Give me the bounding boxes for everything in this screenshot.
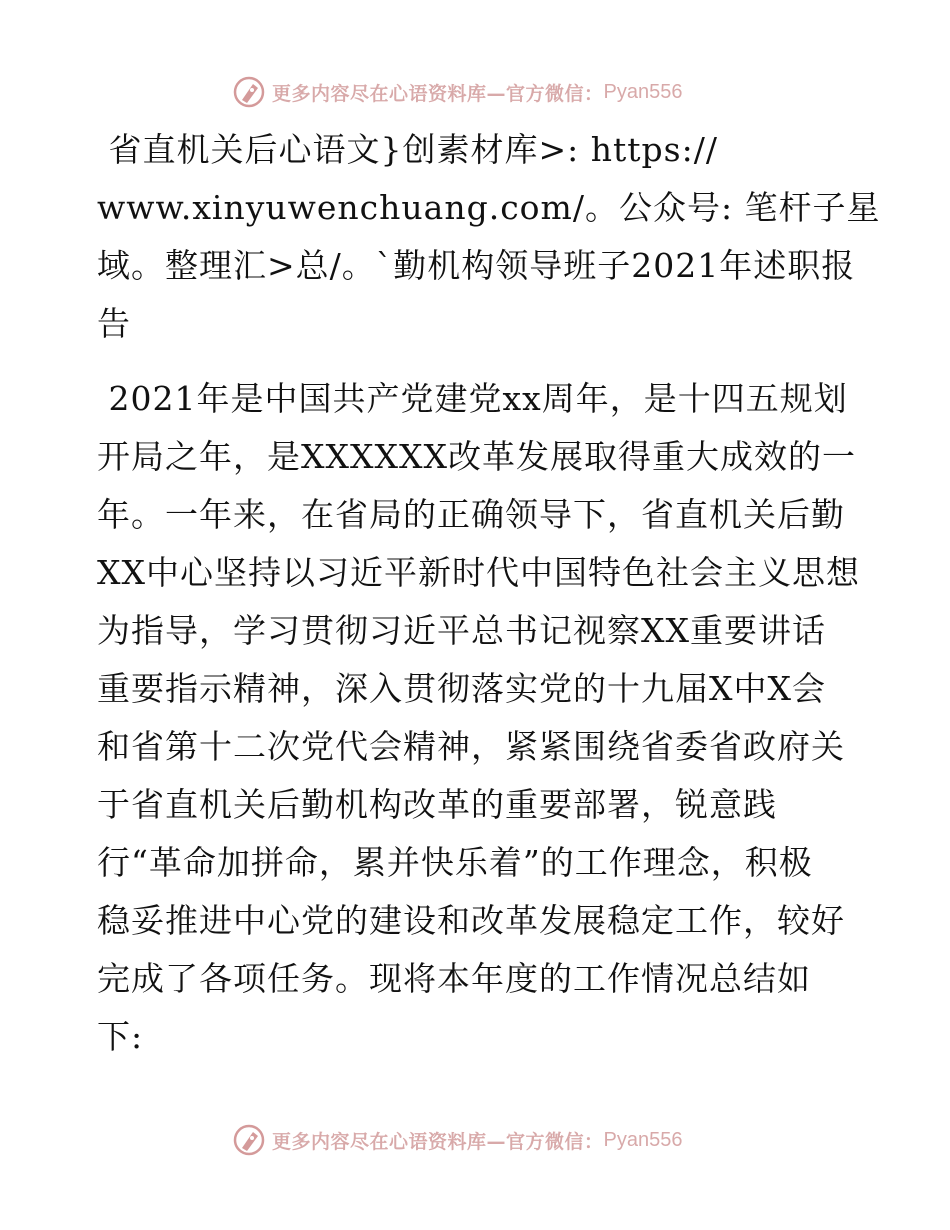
text-line: 告 — [97, 304, 131, 343]
text-line: 下: — [97, 1017, 144, 1056]
text-line: XX中心坚持以习近平新时代中国特色社会主义思想 — [97, 553, 860, 592]
text-line: www.xinyuwenchuang.com/。公众号: 笔杆子星 — [97, 188, 881, 227]
text-line: 2021年是中国共产党建党xx周年，是十四五规划 — [97, 379, 848, 418]
text-line: 稳妥推进中心党的建设和改革发展稳定工作，较好 — [97, 901, 845, 940]
text-line: 域。整理汇>总/。`勤机构领导班子2021年述职报 — [97, 246, 856, 285]
text-line: 于省直机关后勤机构改革的重要部署，锐意践 — [97, 785, 777, 824]
watermark-handle: Pyan556 — [603, 80, 683, 103]
watermark-handle: Pyan556 — [603, 1128, 683, 1151]
watermark-text: 更多内容尽在心语资料库—官方微信： — [272, 1130, 604, 1153]
pen-nib-logo-icon — [232, 1123, 266, 1157]
text-line: 重要指示精神，深入贯彻落实党的十九届X中X会 — [97, 669, 826, 708]
intro-paragraph — [97, 121, 881, 353]
text-line: 开局之年，是XXXXXX改革发展取得重大成效的一 — [97, 437, 856, 476]
watermark-text: 更多内容尽在心语资料库—官方微信： — [272, 82, 604, 105]
text-line: 为指导，学习贯彻习近平总书记视察XX重要讲话 — [97, 611, 826, 650]
watermark-banner-top — [232, 72, 682, 112]
text-line: 和省第十二次党代会精神，紧紧围绕省委省政府关 — [97, 727, 845, 766]
text-line: 行“革命加拼命，累并快乐着”的工作理念，积极 — [97, 843, 813, 882]
body-paragraph — [97, 370, 860, 1066]
text-line: 年。一年来，在省局的正确领导下，省直机关后勤 — [97, 495, 845, 534]
watermark-banner-bottom — [232, 1120, 682, 1160]
text-line: 省直机关后心语文}创素材库>: https:// — [97, 130, 718, 169]
pen-nib-logo-icon — [232, 75, 266, 109]
text-line: 完成了各项任务。现将本年度的工作情况总结如 — [97, 959, 811, 998]
